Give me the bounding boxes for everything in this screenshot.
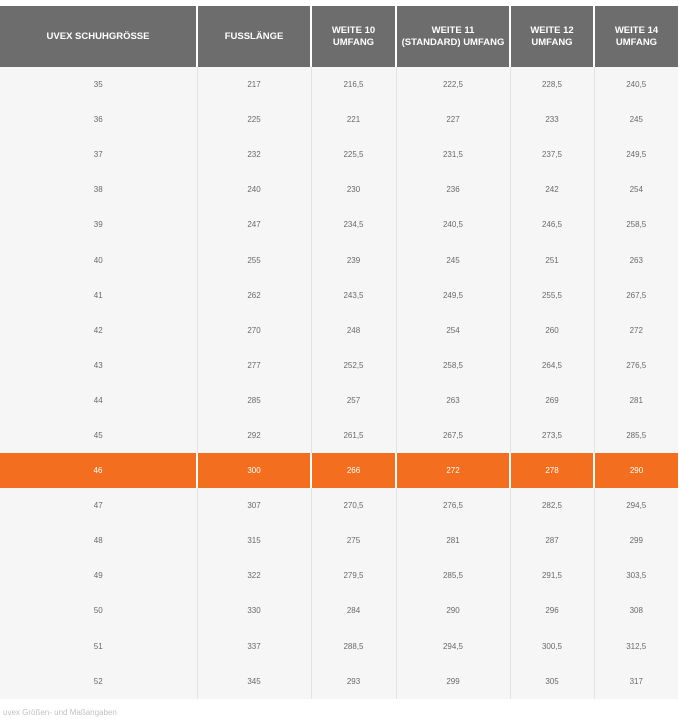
table-cell: 245: [396, 242, 510, 277]
table-cell: 266: [311, 453, 396, 488]
table-cell: 290: [594, 453, 678, 488]
table-cell: 312,5: [594, 629, 678, 664]
table-cell: 46: [0, 453, 197, 488]
table-cell: 225: [197, 102, 311, 137]
table-cell: 246,5: [510, 207, 594, 242]
table-cell: 228,5: [510, 67, 594, 102]
header-width-11: WEITE 11 (STANDARD) UMFANG: [396, 6, 510, 67]
table-cell: 216,5: [311, 67, 396, 102]
header-uvex-size: UVEX SCHUHGRÖSSE: [0, 6, 197, 67]
table-cell: 239: [311, 242, 396, 277]
table-cell: 39: [0, 207, 197, 242]
table-cell: 217: [197, 67, 311, 102]
table-cell: 285,5: [594, 418, 678, 453]
table-cell: 300: [197, 453, 311, 488]
table-cell: 285,5: [396, 558, 510, 593]
header-width-14: WEITE 14 UMFANG: [594, 6, 678, 67]
table-cell: 330: [197, 593, 311, 628]
table-cell: 254: [396, 313, 510, 348]
table-row: [0, 523, 678, 558]
table-row: [0, 558, 678, 593]
table-cell: 230: [311, 172, 396, 207]
table-cell: 35: [0, 67, 197, 102]
header-width-10: WEITE 10 UMFANG: [311, 6, 396, 67]
caption: uvex Größen- und Maßangaben: [3, 708, 117, 717]
table-cell: 263: [594, 242, 678, 277]
table-row: [0, 67, 678, 102]
header-foot-length: FUSSLÄNGE: [197, 6, 311, 67]
table-cell: 315: [197, 523, 311, 558]
table-cell: 48: [0, 523, 197, 558]
table-cell: 237,5: [510, 137, 594, 172]
table-cell: 345: [197, 664, 311, 699]
table-cell: 290: [396, 593, 510, 628]
table-cell: 292: [197, 418, 311, 453]
table-cell: 240,5: [396, 207, 510, 242]
table-cell: 252,5: [311, 348, 396, 383]
table-cell: 258,5: [594, 207, 678, 242]
table-cell: 293: [311, 664, 396, 699]
table-cell: 288,5: [311, 629, 396, 664]
table-cell: 233: [510, 102, 594, 137]
table-cell: 231,5: [396, 137, 510, 172]
table-row: [0, 102, 678, 137]
table-row: [0, 383, 678, 418]
table-cell: 296: [510, 593, 594, 628]
table-cell: 299: [594, 523, 678, 558]
table-cell: 255,5: [510, 278, 594, 313]
table-cell: 278: [510, 453, 594, 488]
table-cell: 303,5: [594, 558, 678, 593]
table-cell: 50: [0, 593, 197, 628]
table-cell: 277: [197, 348, 311, 383]
table-cell: 284: [311, 593, 396, 628]
table-cell: 261,5: [311, 418, 396, 453]
table-cell: 273,5: [510, 418, 594, 453]
table-row-highlighted: [0, 453, 678, 488]
table-cell: 45: [0, 418, 197, 453]
table-row: [0, 313, 678, 348]
table-cell: 240,5: [594, 67, 678, 102]
table-cell: 40: [0, 242, 197, 277]
table-cell: 300,5: [510, 629, 594, 664]
table-cell: 222,5: [396, 67, 510, 102]
table-cell: 307: [197, 488, 311, 523]
table-cell: 294,5: [396, 629, 510, 664]
table-cell: 227: [396, 102, 510, 137]
table-cell: 51: [0, 629, 197, 664]
table-cell: 248: [311, 313, 396, 348]
table-row: [0, 242, 678, 277]
table-cell: 275: [311, 523, 396, 558]
table-row: [0, 172, 678, 207]
table-cell: 267,5: [396, 418, 510, 453]
table-row: [0, 137, 678, 172]
table-cell: 236: [396, 172, 510, 207]
table-cell: 337: [197, 629, 311, 664]
table-cell: 260: [510, 313, 594, 348]
table-cell: 251: [510, 242, 594, 277]
table-cell: 240: [197, 172, 311, 207]
table-cell: 282,5: [510, 488, 594, 523]
table-cell: 221: [311, 102, 396, 137]
table-cell: 225,5: [311, 137, 396, 172]
table-cell: 262: [197, 278, 311, 313]
table-cell: 41: [0, 278, 197, 313]
table-cell: 37: [0, 137, 197, 172]
table-cell: 44: [0, 383, 197, 418]
table-cell: 52: [0, 664, 197, 699]
table-row: [0, 348, 678, 383]
table-cell: 47: [0, 488, 197, 523]
table-cell: 243,5: [311, 278, 396, 313]
table-cell: 264,5: [510, 348, 594, 383]
table-cell: 38: [0, 172, 197, 207]
table-cell: 281: [594, 383, 678, 418]
table-cell: 299: [396, 664, 510, 699]
table-cell: 254: [594, 172, 678, 207]
table-cell: 269: [510, 383, 594, 418]
table-row: [0, 278, 678, 313]
table-cell: 257: [311, 383, 396, 418]
size-table: [0, 6, 678, 699]
table-row: [0, 593, 678, 628]
table-cell: 276,5: [594, 348, 678, 383]
header-width-12: WEITE 12 UMFANG: [510, 6, 594, 67]
table-cell: 249,5: [594, 137, 678, 172]
table-cell: 49: [0, 558, 197, 593]
table-row: [0, 488, 678, 523]
table-cell: 281: [396, 523, 510, 558]
table-cell: 249,5: [396, 278, 510, 313]
table-cell: 294,5: [594, 488, 678, 523]
table-cell: 270,5: [311, 488, 396, 523]
table-cell: 43: [0, 348, 197, 383]
table-cell: 279,5: [311, 558, 396, 593]
table-cell: 291,5: [510, 558, 594, 593]
table-cell: 232: [197, 137, 311, 172]
table-header-row: [0, 6, 678, 67]
table-cell: 287: [510, 523, 594, 558]
table-row: [0, 418, 678, 453]
table-cell: 317: [594, 664, 678, 699]
table-cell: 308: [594, 593, 678, 628]
table-cell: 36: [0, 102, 197, 137]
table-cell: 258,5: [396, 348, 510, 383]
table-cell: 234,5: [311, 207, 396, 242]
table-cell: 242: [510, 172, 594, 207]
table-body: [0, 67, 678, 699]
table-cell: 276,5: [396, 488, 510, 523]
table-cell: 272: [396, 453, 510, 488]
table-cell: 272: [594, 313, 678, 348]
table-cell: 322: [197, 558, 311, 593]
table-cell: 267,5: [594, 278, 678, 313]
table-cell: 270: [197, 313, 311, 348]
table-cell: 305: [510, 664, 594, 699]
table-row: [0, 664, 678, 699]
table-row: [0, 629, 678, 664]
table-cell: 263: [396, 383, 510, 418]
table-cell: 255: [197, 242, 311, 277]
table-cell: 247: [197, 207, 311, 242]
table-cell: 42: [0, 313, 197, 348]
table-cell: 285: [197, 383, 311, 418]
table-cell: 245: [594, 102, 678, 137]
table-row: [0, 207, 678, 242]
